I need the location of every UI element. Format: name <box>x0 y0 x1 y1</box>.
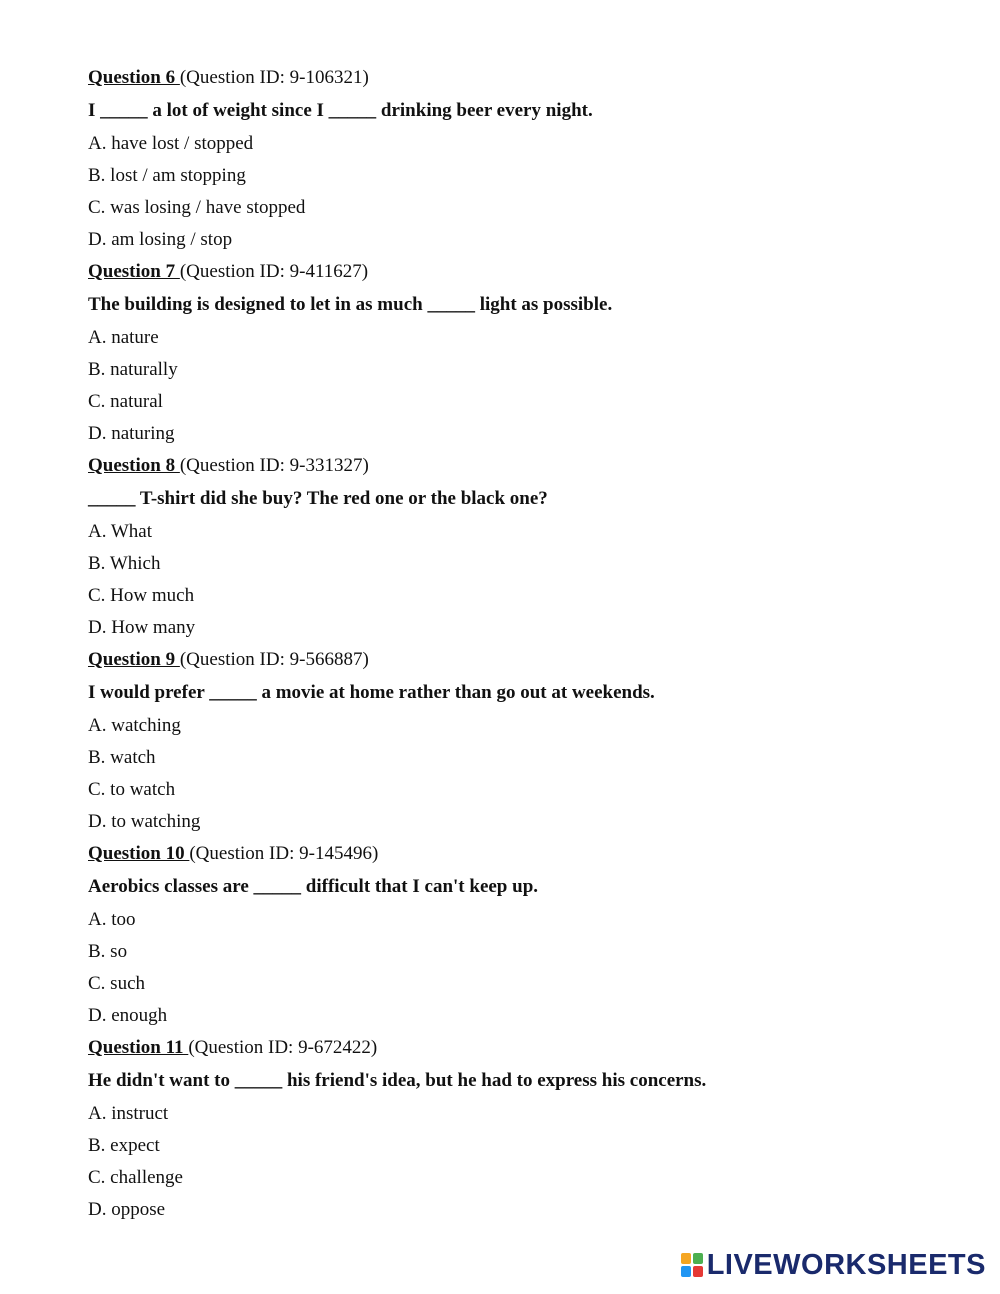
option-b[interactable]: B. watch <box>88 747 156 768</box>
option-c[interactable]: C. natural <box>88 391 163 412</box>
question-6 <box>88 62 968 256</box>
option-b[interactable]: B. so <box>88 941 128 962</box>
liveworksheets-logo <box>681 1250 986 1280</box>
option-b[interactable]: B. Which <box>88 553 161 574</box>
option-b[interactable]: B. lost / am stopping <box>88 165 246 186</box>
option-a[interactable]: A. nature <box>88 327 159 348</box>
liveworksheets-logo-icon <box>681 1253 703 1277</box>
question-9 <box>88 644 968 838</box>
option-b[interactable]: B. naturally <box>88 359 178 380</box>
logo-mark-cell <box>681 1253 691 1264</box>
question-stem: _____ T-shirt did she buy? The red one or the black one? <box>88 488 548 509</box>
question-header <box>88 450 968 482</box>
option-d[interactable]: D. am losing / stop <box>88 229 233 250</box>
question-id: (Question ID: 9-411627) <box>179 261 369 282</box>
worksheet-page <box>88 62 968 1226</box>
question-title: Question 9 <box>88 649 180 670</box>
question-id: (Question ID: 9-672422) <box>188 1037 378 1058</box>
logo-mark-cell <box>681 1266 691 1277</box>
option-a[interactable]: A. have lost / stopped <box>88 133 254 154</box>
question-title: Question 10 <box>88 843 190 864</box>
question-10 <box>88 838 968 1032</box>
option-c[interactable]: C. was losing / have stopped <box>88 197 306 218</box>
option-d[interactable]: D. to watching <box>88 811 201 832</box>
question-id: (Question ID: 9-106321) <box>179 67 369 88</box>
option-d[interactable]: D. enough <box>88 1005 168 1026</box>
question-header <box>88 1032 968 1064</box>
question-stem: Aerobics classes are _____ difficult that I can't keep up. <box>88 876 539 897</box>
question-header <box>88 256 968 288</box>
question-id: (Question ID: 9-331327) <box>179 455 369 476</box>
option-d[interactable]: D. naturing <box>88 423 175 444</box>
option-c[interactable]: C. How much <box>88 585 195 606</box>
question-8 <box>88 450 968 644</box>
option-c[interactable]: C. challenge <box>88 1167 183 1188</box>
option-c[interactable]: C. such <box>88 973 145 994</box>
option-d[interactable]: D. How many <box>88 617 196 638</box>
question-title: Question 8 <box>88 455 180 476</box>
question-header <box>88 838 968 870</box>
question-11 <box>88 1032 968 1226</box>
option-a[interactable]: A. too <box>88 909 136 930</box>
question-7 <box>88 256 968 450</box>
option-a[interactable]: A. instruct <box>88 1103 169 1124</box>
question-header <box>88 62 968 94</box>
question-id: (Question ID: 9-566887) <box>179 649 369 670</box>
option-b[interactable]: B. expect <box>88 1135 160 1156</box>
question-header <box>88 644 968 676</box>
question-stem: I _____ a lot of weight since I _____ drinking beer every night. <box>88 100 593 121</box>
question-title: Question 6 <box>88 67 180 88</box>
option-a[interactable]: A. What <box>88 521 153 542</box>
question-stem: He didn't want to _____ his friend's idea, but he had to express his concerns. <box>88 1070 707 1091</box>
logo-mark-cell <box>693 1266 703 1277</box>
question-id: (Question ID: 9-145496) <box>189 843 379 864</box>
option-d[interactable]: D. oppose <box>88 1199 166 1220</box>
question-stem: The building is designed to let in as much _____ light as possible. <box>88 294 613 315</box>
option-c[interactable]: C. to watch <box>88 779 176 800</box>
logo-mark-cell <box>693 1253 703 1264</box>
option-a[interactable]: A. watching <box>88 715 181 736</box>
question-title: Question 7 <box>88 261 180 282</box>
logo-text: LIVEWORKSHEETS <box>706 1249 986 1281</box>
question-title: Question 11 <box>88 1037 189 1058</box>
question-stem: I would prefer _____ a movie at home rather than go out at weekends. <box>88 682 655 703</box>
